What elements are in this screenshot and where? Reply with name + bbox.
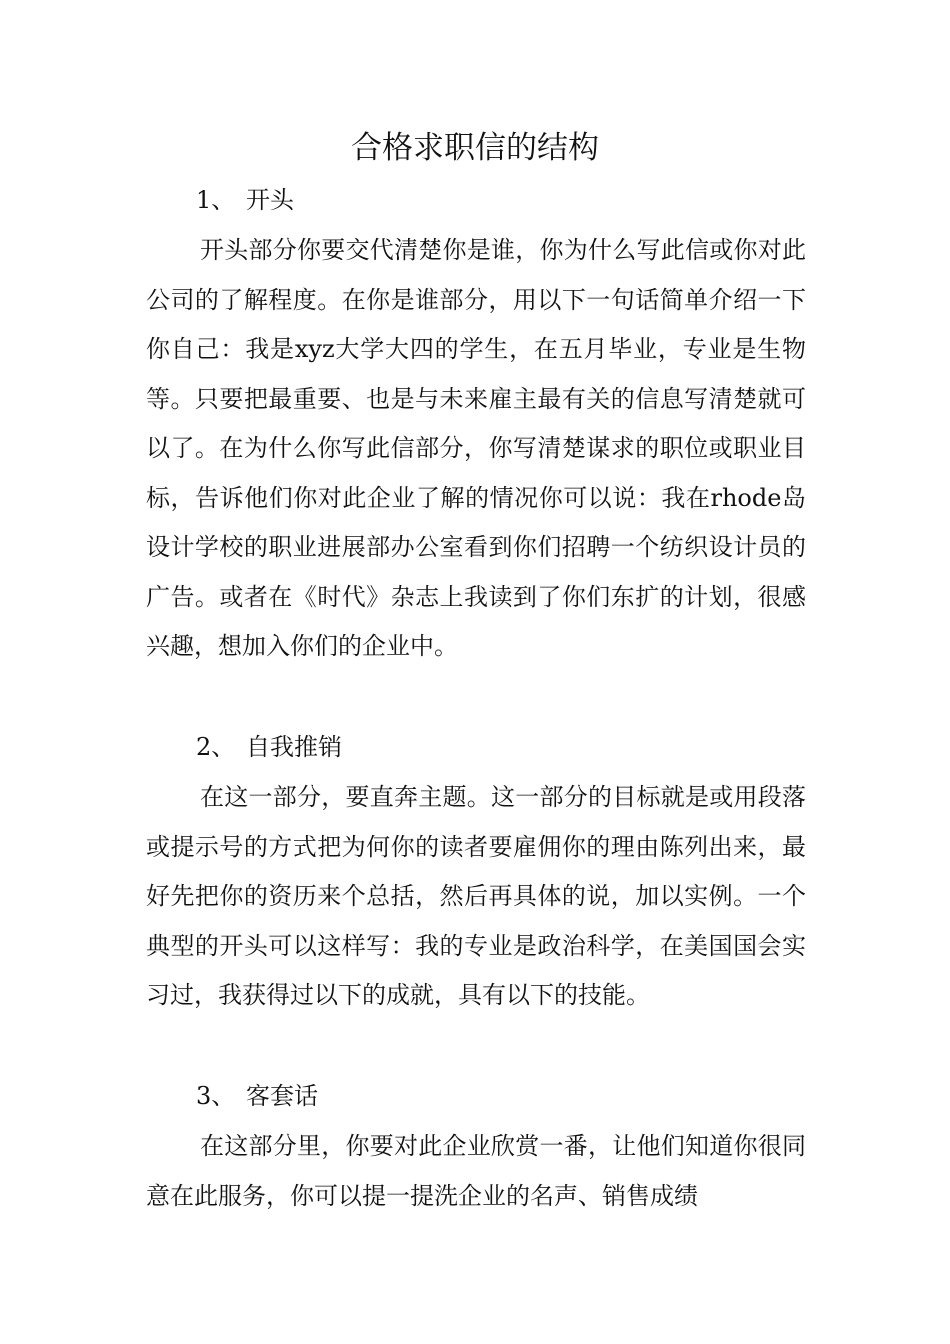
- section-heading-text: 自我推销: [246, 733, 342, 761]
- section-number: 2、: [196, 733, 236, 761]
- section-number: 3、: [196, 1082, 236, 1110]
- section-heading-self-promotion: [196, 727, 342, 767]
- section-paragraph-opening: 开头部分你要交代清楚你是谁，你为什么写此信或你对此公司的了解程度。在你是谁部分，用以下一句话简单介绍一下你自己：我是xyz大学大四的学生，在五月毕业，专业是生物等。只要把最重要、也是与未来雇主最有关的信息写清楚就可以了。在为什么你写此信部分，你写清楚谋求的职位或职业目标，告诉他们你对此企业了解的情况你可以说：我在rhode岛设计学校的职业进展部办公室看到你们招聘一个纺织设计员的广告。或者在《时代》杂志上我读到了你们东扩的计划，很感兴趣，想加入你们的企业中。: [146, 236, 806, 660]
- section-paragraph-self-promotion: 在这一部分，要直奔主题。这一部分的目标就是或用段落或提示号的方式把为何你的读者要雇佣你的理由陈列出来，最好先把你的资历来个总括，然后再具体的说，加以实例。一个典型的开头可以这样写：我的专业是政治科学，在美国国会实习过，我获得过以下的成就，具有以下的技能。: [146, 783, 806, 1009]
- section-heading-text: 开头: [246, 186, 294, 214]
- section-number: 1、: [196, 186, 236, 214]
- page-title: 合格求职信的结构: [351, 130, 599, 166]
- section-heading-text: 客套话: [246, 1082, 318, 1110]
- section-heading-opening: [196, 180, 294, 220]
- section-paragraph-courtesy: 在这部分里，你要对此企业欣赏一番，让他们知道你很同意在此服务，你可以提一提洗企业的名声、销售成绩: [146, 1132, 806, 1210]
- section-heading-courtesy: [196, 1076, 318, 1116]
